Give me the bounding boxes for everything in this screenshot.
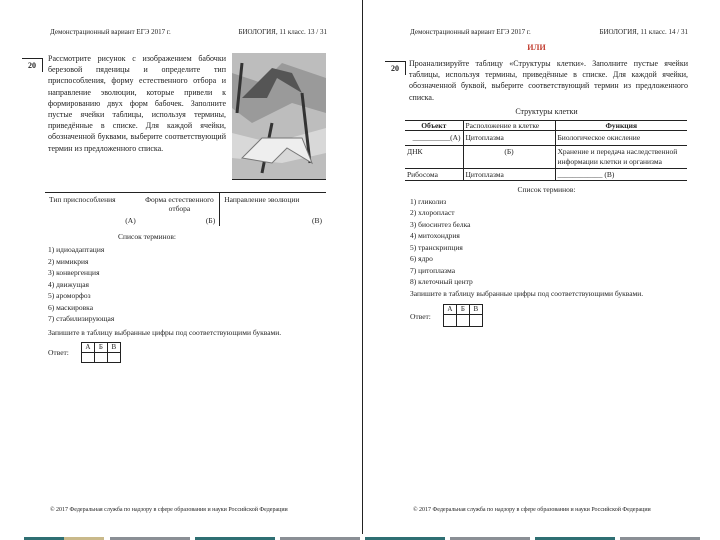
answer-row — [410, 304, 688, 327]
header-left: Демонстрационный вариант ЕГЭ 2017 г. — [50, 28, 171, 36]
table-title: Структуры клетки — [515, 106, 578, 116]
task-row — [385, 58, 688, 103]
header-left: Демонстрационный вариант ЕГЭ 2017 г. — [410, 28, 531, 36]
letter-b: Б — [456, 305, 469, 315]
header-right: БИОЛОГИЯ, 11 класс. 13 / 31 — [238, 28, 327, 36]
letter-b: Б — [94, 342, 107, 352]
term: 6) маскировка — [48, 302, 94, 312]
cell: Цитоплазма — [463, 130, 555, 145]
answer-cell-b[interactable] — [94, 352, 107, 362]
answer-cell-a[interactable] — [81, 352, 94, 362]
col-header: Объект — [421, 120, 447, 130]
cell: ДНК — [407, 146, 423, 156]
cell-structures-table — [405, 120, 687, 181]
footer: © 2017 Федеральная служба по надзору в сфере образования и науки Российской Федерации — [413, 507, 651, 513]
answer-cell-v[interactable] — [469, 315, 482, 327]
col-header: Расположение в клетке — [463, 120, 555, 130]
cell: Цитоплазма — [463, 168, 555, 180]
terms-title: Список терминов: — [517, 184, 576, 194]
adaptation-table — [45, 192, 326, 226]
term: 3) биосинтез белка — [410, 219, 471, 229]
cell-b[interactable]: (Б) — [463, 145, 555, 168]
page-header — [22, 28, 327, 37]
answer-row — [48, 342, 327, 363]
cell-a[interactable]: (А) — [125, 216, 136, 225]
answer-cell-b[interactable] — [456, 315, 469, 327]
letter-v: В — [469, 305, 482, 315]
letter-v: В — [107, 342, 120, 352]
page-header — [385, 28, 688, 37]
letter-a: А — [81, 342, 94, 352]
cell-v[interactable]: ____________ (В) — [557, 169, 615, 179]
cell-v[interactable]: (В) — [220, 215, 326, 226]
term: 7) цитоплазма — [410, 265, 456, 275]
task-row — [22, 53, 327, 180]
right-content — [385, 28, 688, 327]
cell: Хранение и передача наследственной информации клетки и организма — [557, 146, 678, 166]
or-label: ИЛИ — [527, 43, 546, 52]
cell: Биологическое окисление — [557, 133, 641, 143]
answer-label: Ответ: — [48, 347, 69, 357]
left-content — [22, 28, 327, 363]
footer: © 2017 Федеральная служба по надзору в сфере образования и науки Российской Федерации — [50, 507, 288, 513]
cell: Рибосома — [407, 169, 438, 179]
header-right: БИОЛОГИЯ, 11 класс. 14 / 31 — [599, 28, 688, 36]
term: 8) клеточный центр — [410, 277, 473, 287]
cell-b[interactable]: (Б) — [205, 216, 216, 225]
term: 5) транскрипция — [410, 242, 463, 252]
term: 6) ядро — [410, 254, 433, 264]
instruction: Запишите в таблицу выбранные цифры под соответствующими буквами. — [48, 327, 282, 337]
right-page — [363, 0, 720, 540]
term: 5) ароморфоз — [48, 291, 91, 300]
col-header: Форма естественного отбора — [145, 195, 214, 213]
cell-a[interactable]: __________(А) — [412, 133, 461, 143]
term: 2) мимикрия — [48, 256, 89, 266]
col-header: Направление эволюции — [220, 193, 326, 216]
term: 1) гликолиз — [410, 196, 447, 206]
col-header: Функция — [605, 120, 638, 130]
answer-label: Ответ: — [410, 312, 431, 322]
term: 2) хлоропласт — [410, 208, 455, 218]
moth-image — [232, 53, 326, 180]
term: 4) движущая — [48, 279, 89, 289]
terms-title: Список терминов: — [118, 232, 177, 241]
instruction: Запишите в таблицу выбранные цифры под соответствующими буквами. — [410, 288, 644, 298]
task-text: Рассмотрите рисунок с изображением бабочки березовой пяденицы и определите тип приспособления, форму естественного отбора и направление эволюции, которые привели к формированию двух форм бабочек. Заполните пустые ячейки таблицы, используя термины, приведённые в списке. Для каждой ячейки, обозначенной буквами, выберите соответствующий термин из предложенного списка. — [48, 54, 226, 153]
term: 3) конвергенция — [48, 268, 100, 277]
terms-list — [48, 244, 327, 325]
answer-table — [81, 342, 121, 363]
answer-cell-a[interactable] — [443, 315, 456, 327]
term: 1) идиоадаптация — [48, 245, 105, 254]
letter-a: А — [443, 305, 456, 315]
term: 7) стабилизирующая — [48, 314, 115, 323]
answer-table — [443, 304, 483, 327]
terms-list — [410, 196, 688, 300]
task-text: Проанализируйте таблицу «Структуры клетки». Заполните пустые ячейки таблицы, используя термины, приведённые в списке. Для каждой ячейки, обозначенной буквой, выберите соответствующий термин из предложенного списка. — [409, 59, 688, 102]
task-number: 20 — [22, 58, 43, 72]
term: 4) митохондрия — [410, 231, 460, 241]
answer-cell-v[interactable] — [107, 352, 120, 362]
task-number: 20 — [385, 61, 406, 75]
col-header: Тип приспособления — [49, 195, 116, 204]
